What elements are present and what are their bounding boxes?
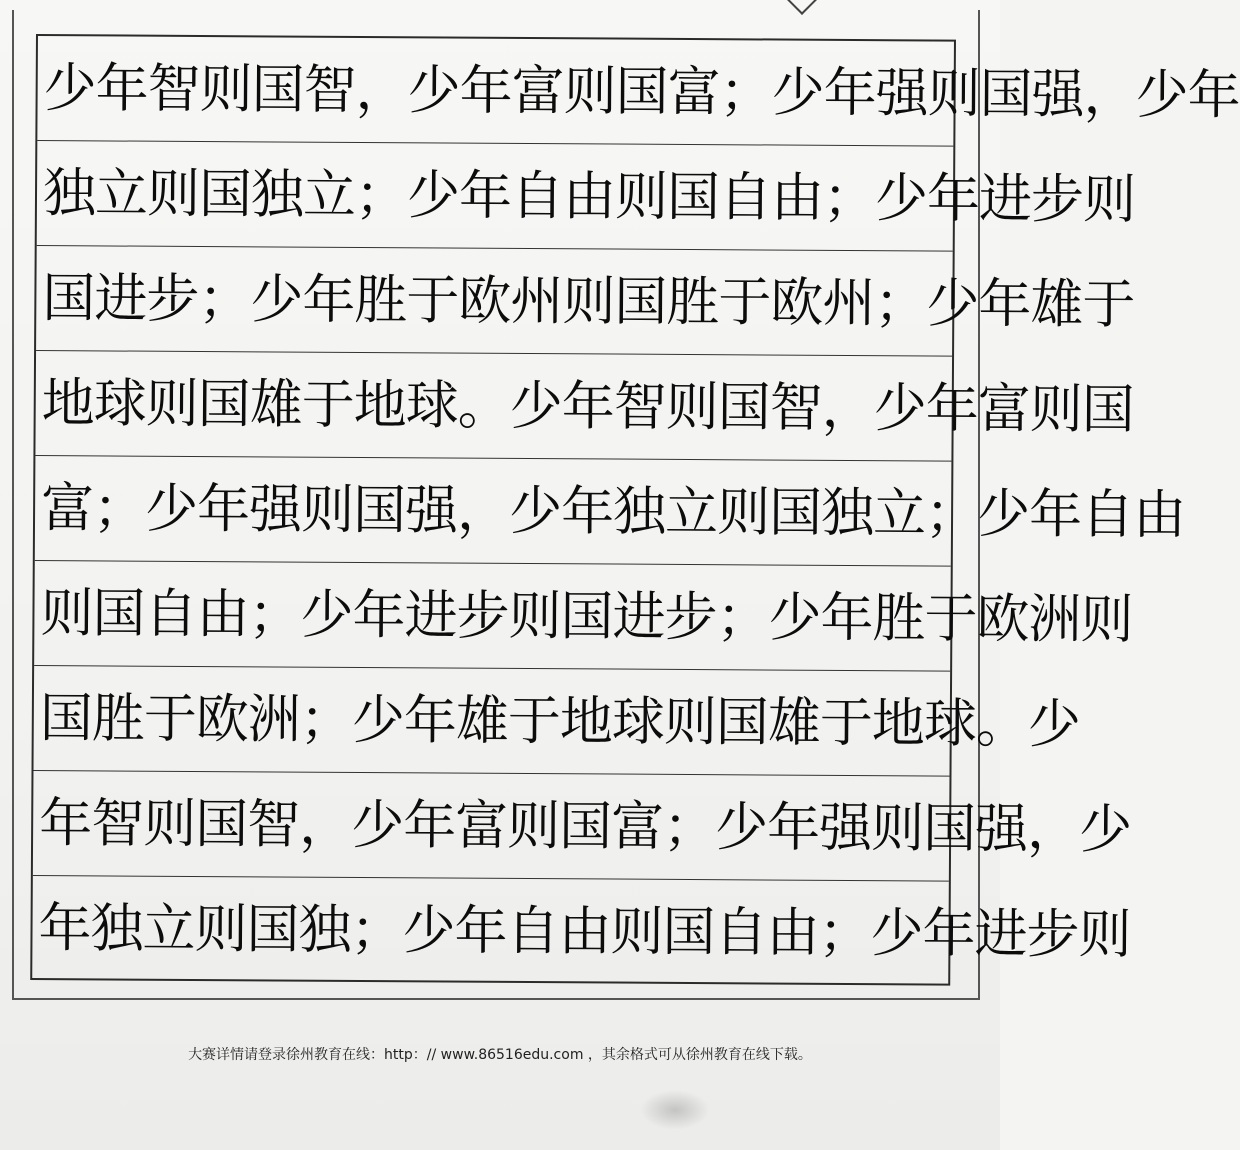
handwritten-line: 国胜于欧洲；少年雄于地球则国雄于地球。少: [39, 688, 1080, 756]
paper-smudge: [640, 1090, 710, 1130]
writing-row: [32, 876, 1131, 987]
writing-row: [33, 666, 1080, 777]
handwritten-line: 地球则国雄于地球。少年智则国智，少年富则国: [41, 373, 1134, 441]
handwritten-line: 国进步；少年胜于欧州则国胜于欧州；少年雄于: [42, 268, 1135, 336]
handwritten-line: 独立则国独立；少年自由则国自由；少年进步则: [42, 163, 1136, 231]
handwritten-line: 则国自由；少年进步则国进步；少年胜于欧洲则: [40, 583, 1133, 651]
writing-row: [33, 771, 1132, 882]
writing-row: [35, 351, 1134, 462]
writing-row: [37, 36, 1240, 147]
footer-note: 大赛详情请登录徐州教育在线：http：// www.86516edu.com ，其余格式可从徐州教育在线下载。: [188, 1047, 812, 1063]
writing-row: [37, 141, 1136, 252]
writing-row: [35, 456, 1186, 567]
writing-row: [34, 561, 1133, 672]
handwritten-line: 富；少年强则国强，少年独立则国独立；少年自由: [40, 478, 1186, 547]
writing-row: [36, 246, 1135, 357]
handwritten-line: 少年智则国智，少年富则国富；少年强则国强，少年: [43, 58, 1240, 127]
handwritten-line: 年智则国智，少年富则国富；少年强则国强，少: [38, 793, 1132, 861]
writing-grid: [30, 34, 1240, 986]
handwritten-line: 年独立则国独；少年自由则国自由；少年进步则: [38, 898, 1131, 966]
